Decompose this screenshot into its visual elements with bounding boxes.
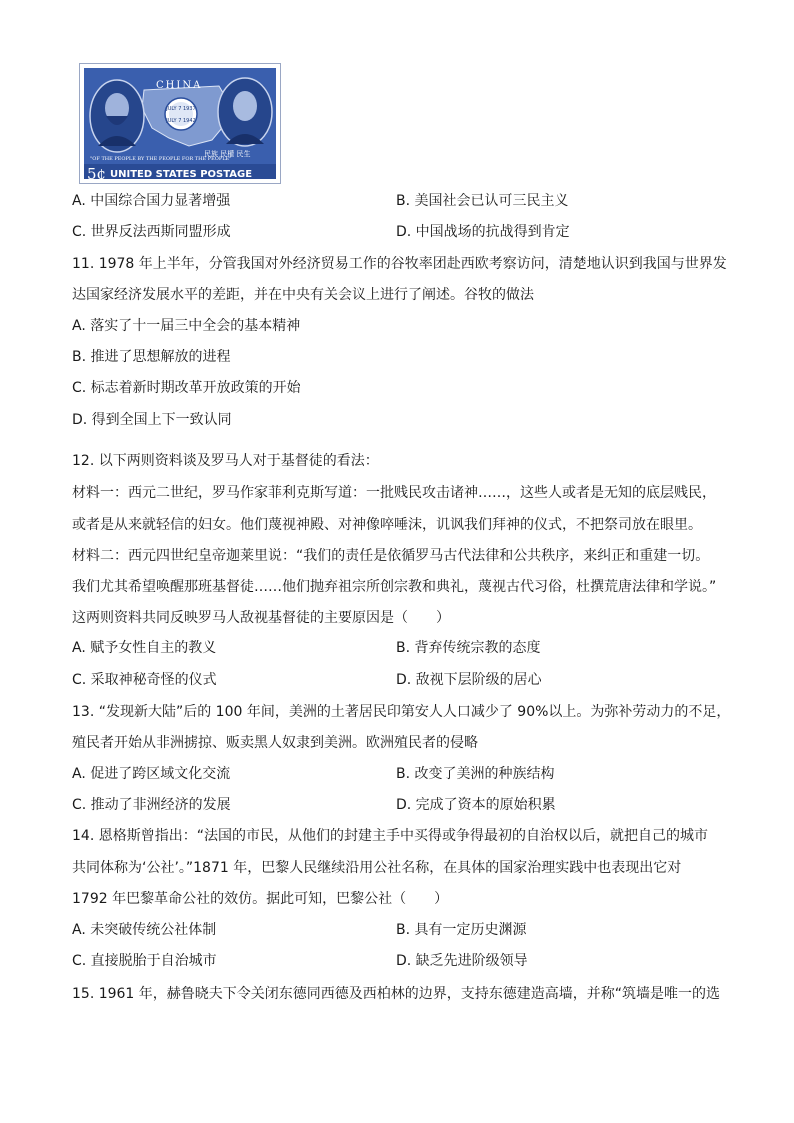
q13-option-b: B. 改变了美洲的种族结构 [396,766,555,782]
q14-option-b: B. 具有一定历史渊源 [396,922,527,938]
q13-stem-line-2: 殖民者开始从非洲掳掠、贩卖黑人奴隶到美洲。欧洲殖民者的侵略 [72,735,478,751]
q10-option-a: A. 中国综合国力显著增强 [72,193,231,209]
q10-option-d: D. 中国战场的抗战得到肯定 [396,224,570,240]
q13-option-a: A. 促进了跨区域文化交流 [72,766,231,782]
stamp-date-2: JULY 7 1942 [166,118,196,124]
stamp-chinese-right: 民族 民權 民生 [204,150,251,158]
q13-option-c: C. 推动了非洲经济的发展 [72,797,231,813]
stamp-illustration [84,68,276,179]
q14-option-d: D. 缺乏先进阶级领导 [396,953,528,969]
stamp-value: 5¢ [87,165,107,181]
q11-option-d: D. 得到全国上下一致认同 [72,412,232,428]
q11-option-b: B. 推进了思想解放的进程 [72,349,231,365]
stamp-date-1: JULY 7 1937 [166,106,196,112]
q11-option-c: C. 标志着新时期改革开放政策的开始 [72,380,301,396]
q12-stem-line-6: 这两则资料共同反映罗马人敌视基督徒的主要原因是（ ） [72,610,450,626]
q12-option-a: A. 赋予女性自主的教义 [72,640,217,656]
q12-stem-line-4: 材料二：西元四世纪皇帝迦莱里说：“我们的责任是依循罗马古代法律和公共秩序，来纠正和重建一切。 [72,548,710,564]
q15-stem-line-1: 15. 1961 年，赫鲁晓夫下令关闭东德同西德及西柏林的边界，支持东德建造高墙，并称“筑墙是唯一的选 [72,986,721,1002]
stamp-country-text: CHINA [156,80,203,91]
q14-stem-line-2: 共同体称为‘公社’。”1871 年，巴黎人民继续沿用公社名称，在具体的国家治理实践中也表现出它对 [72,860,682,876]
q10-option-b: B. 美国社会已认可三民主义 [396,193,569,209]
q12-stem-line-5: 我们尤其希望唤醒那班基督徒……他们抛弃祖宗所创宗教和典礼，蔑视古代习俗，杜撰荒唐法律和学说。” [72,579,717,595]
q14-stem-line-1: 14. 恩格斯曾指出：“法国的市民，从他们的封建主手中买得或争得最初的自治权以后，就把自己的城市 [72,828,708,844]
stamp-footer: UNITED STATES POSTAGE [110,169,253,180]
stamp-image [79,63,281,184]
q12-option-d: D. 敌视下层阶级的居心 [396,672,542,688]
q14-option-a: A. 未突破传统公社体制 [72,922,217,938]
q13-stem-line-1: 13. “发现新大陆”后的 100 年间，美洲的土著居民印第安人人口减少了 90%以上。为弥补劳动力的不足， [72,704,731,720]
q12-option-b: B. 背弃传统宗教的态度 [396,640,541,656]
q11-option-a: A. 落实了十一届三中全会的基本精神 [72,318,301,334]
q10-option-c: C. 世界反法西斯同盟形成 [72,224,231,240]
q12-option-c: C. 采取神秘奇怪的仪式 [72,672,217,688]
q12-stem-line-2: 材料一：西元二世纪，罗马作家菲利克斯写道：一批贱民攻击诸神……，这些人或者是无知的底层贱民， [72,485,716,501]
q11-stem-line-2: 达国家经济发展水平的差距，并在中央有关会议上进行了阐述。谷牧的做法 [72,287,534,303]
q11-stem-line-1: 11. 1978 年上半年，分管我国对外经济贸易工作的谷牧率团赴西欧考察访问，清楚地认识到我国与世界发 [72,256,727,272]
q13-option-d: D. 完成了资本的原始积累 [396,797,556,813]
q14-stem-line-3: 1792 年巴黎革命公社的效仿。据此可知，巴黎公社（ ） [72,891,449,907]
stamp-inner [84,68,276,179]
q12-stem-line-3: 或者是从来就轻信的妇女。他们蔑视神殿、对神像啐唾沫，讥讽我们拜神的仪式，不把祭司放在眼里。 [72,517,702,533]
q14-option-c: C. 直接脱胎于自治城市 [72,953,217,969]
stamp-motto: "OF THE PEOPLE BY THE PEOPLE FOR THE PEOPLE" [90,156,232,162]
q12-stem-line-1: 12. 以下两则资料谈及罗马人对于基督徒的看法： [72,453,379,469]
